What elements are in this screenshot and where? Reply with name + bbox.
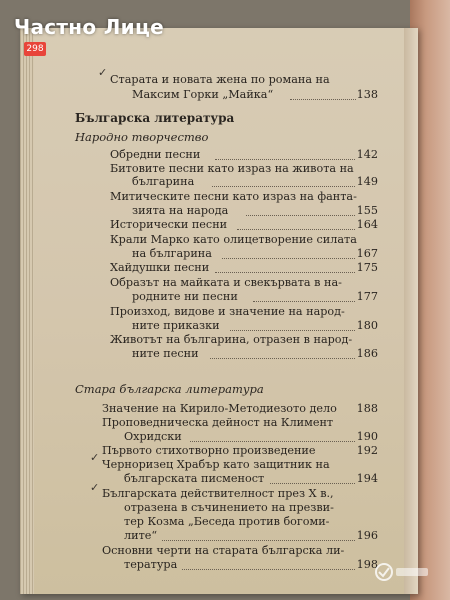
list-item-cont: родните ни песни bbox=[132, 290, 238, 303]
list-item: Произход, видове и значение на народ- bbox=[110, 305, 345, 318]
list-item-cont: тература bbox=[124, 558, 178, 571]
dot-leader bbox=[190, 441, 355, 442]
entry-text: Старата и новата жена по романа на bbox=[110, 73, 330, 86]
list-item: Битовите песни като израз на живота на bbox=[110, 162, 354, 175]
page-number: 155 bbox=[356, 204, 378, 217]
list-item: Крали Марко като олицетворение силата bbox=[110, 233, 357, 246]
subsection-heading: Народно творчество bbox=[75, 130, 209, 144]
entry-text-cont: Максим Горки „Майка“ bbox=[132, 88, 274, 101]
list-item: Проповедническа дейност на Климент bbox=[102, 416, 334, 429]
page-number: 180 bbox=[356, 319, 378, 332]
check-mark-icon: ✓ bbox=[98, 66, 108, 79]
page-number: 138 bbox=[356, 88, 378, 101]
list-item: Животът на българина, отразен в народ- bbox=[110, 333, 353, 346]
dot-leader bbox=[215, 272, 355, 273]
list-item-cont: ните песни bbox=[132, 347, 199, 360]
subsection-heading: Стара българска литература bbox=[75, 382, 264, 396]
list-item: Българската действителност през X в., bbox=[102, 487, 334, 500]
watermark: Частно Лице bbox=[14, 15, 164, 39]
list-item-cont: Охридски bbox=[124, 430, 182, 443]
list-item: Основни черти на старата българска ли- bbox=[102, 544, 345, 557]
page-number: 198 bbox=[356, 558, 378, 571]
list-item-cont: на българина bbox=[132, 247, 212, 260]
page-number: 167 bbox=[356, 247, 378, 260]
page-number: 177 bbox=[356, 290, 378, 303]
dot-leader bbox=[222, 258, 355, 259]
list-item: Митическите песни като израз на фанта- bbox=[110, 190, 357, 203]
list-item-cont: лите“ bbox=[124, 529, 158, 542]
page-number: 164 bbox=[356, 218, 378, 231]
list-item: Хайдушки песни bbox=[110, 261, 210, 274]
list-item: Образът на майката и свекървата в на- bbox=[110, 276, 342, 289]
list-item-cont: зията на народа bbox=[132, 204, 229, 217]
dot-leader bbox=[182, 569, 355, 570]
page-number: 196 bbox=[356, 529, 378, 542]
dot-leader bbox=[162, 540, 355, 541]
list-item: Значение на Кирило-Методиезото дело bbox=[102, 402, 337, 415]
page-number: 192 bbox=[356, 444, 378, 457]
marketplace-logo bbox=[372, 560, 432, 584]
page-number: 149 bbox=[356, 175, 378, 188]
list-item-cont: българската писменост bbox=[124, 472, 265, 485]
list-item: Първото стихотворно произведение bbox=[102, 444, 316, 457]
page-number: 186 bbox=[356, 347, 378, 360]
list-item-cont: отразена в съчинението на презви- bbox=[124, 501, 334, 514]
list-item: Черноризец Храбър като защитник на bbox=[102, 458, 330, 471]
page-number: 175 bbox=[356, 261, 378, 274]
page-number: 190 bbox=[356, 430, 378, 443]
dot-leader bbox=[215, 159, 355, 160]
check-mark-icon: ✓ bbox=[90, 481, 100, 494]
page-number: 194 bbox=[356, 472, 378, 485]
dot-leader bbox=[212, 186, 355, 187]
page-number: 142 bbox=[356, 148, 378, 161]
list-item-cont: българина bbox=[132, 175, 195, 188]
list-item: Обредни песни bbox=[110, 148, 201, 161]
list-item-cont: ните приказки bbox=[132, 319, 220, 332]
dot-leader bbox=[230, 330, 355, 331]
page-tag: 298 bbox=[24, 42, 46, 56]
check-mark-icon: ✓ bbox=[90, 451, 100, 464]
page-number: 188 bbox=[356, 402, 378, 415]
list-item-cont: тер Козма „Беседа против богоми- bbox=[124, 515, 330, 528]
dot-leader bbox=[210, 358, 355, 359]
list-item: Исторически песни bbox=[110, 218, 228, 231]
section-heading: Българска литература bbox=[75, 111, 235, 125]
